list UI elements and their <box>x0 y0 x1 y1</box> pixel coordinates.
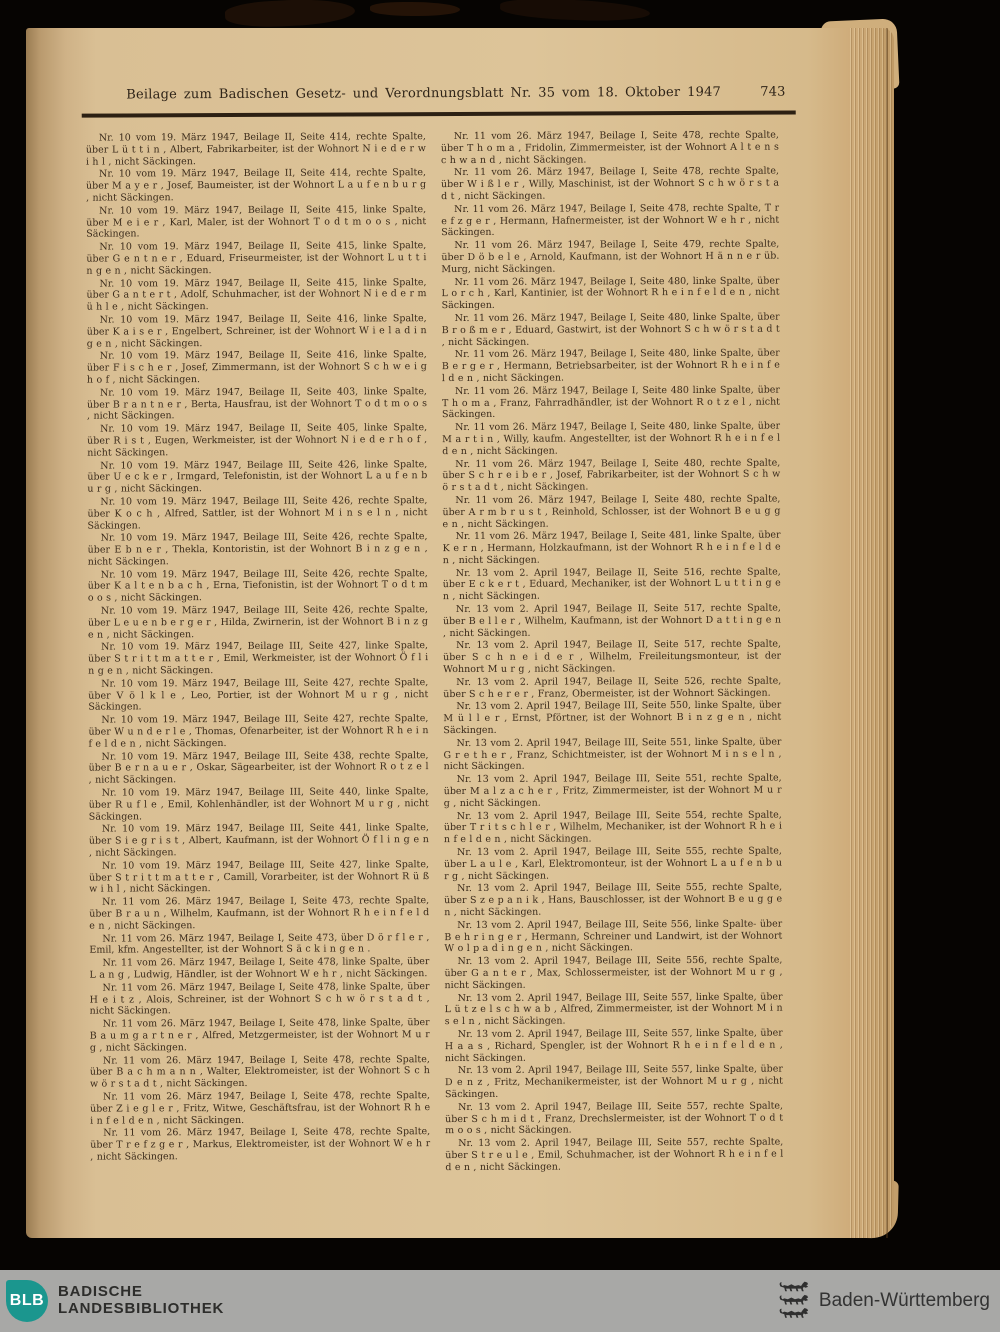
gazette-entry: Nr. 11 vom 26. März 1947, Beilage I, Seite 479, rechte Spalte, über D ö b e l e , Arnold, Kaufmann, ist der Wohnort H ä n n e r üb. Murg, nicht Säckingen. <box>441 238 780 275</box>
gazette-entry: Nr. 10 vom 19. März 1947, Beilage III, Seite 440, linke Spalte, über R u f l e , Emil, Kohlenhändler, ist der Wohnort M u r g , nicht Säckingen. <box>88 786 429 823</box>
gazette-entry: Nr. 11 vom 26. März 1947, Beilage I, Seite 480, rechte Spalte, über A r m b r u s t , Reinhold, Schlosser, ist der Wohnort B e u g g e n , nicht Säckingen. <box>442 493 781 530</box>
gazette-entry: Nr. 13 vom 2. April 1947, Beilage III, Seite 551, linke Spalte, über G r e t h e r , Franz, Schichtmeister, ist der Wohnort M i n s e l n , nicht Säckingen. <box>443 736 782 773</box>
page-content <box>23 26 896 1240</box>
gazette-entry: Nr. 11 vom 26. März 1947, Beilage I, Seite 480 linke Spalte, über T h o m a , Franz, Fahrradhändler, ist der Wohnort R o t z e l , nicht Säckingen. <box>441 384 781 421</box>
library-name <box>58 1283 224 1317</box>
text-column-right <box>441 130 784 1179</box>
three-lions-crest-icon <box>779 1279 809 1323</box>
gazette-entry: Nr. 11 vom 26. März 1947, Beilage I, Seite 478, linke Spalte, über H e i t z , Alois, Schreiner, ist der Wohnort S c h w ö r s t a d t , nicht Säckingen. <box>89 980 430 1017</box>
footer-bar <box>0 1270 1000 1332</box>
gazette-entry: Nr. 10 vom 19. März 1947, Beilage III, Seite 441, linke Spalte, über S i e g r i s t , Albert, Kaufmann, ist der Wohnort Ö f l i n g e n , nicht Säckingen. <box>88 822 429 859</box>
gazette-entry: Nr. 10 vom 19. März 1947, Beilage III, Seite 426, rechte Spalte, über E b n e r , Thekla, Kontoristin, ist der Wohnort B i n z g e n , nicht Säckingen. <box>87 531 428 568</box>
page-title: Beilage zum Badischen Gesetz- und Verordnungsblatt Nr. 35 vom 18. Oktober 1947 <box>126 84 722 103</box>
gazette-entry: Nr. 10 vom 19. März 1947, Beilage II, Seite 416, linke Spalte, über F i s c h e r , Josef, Zimmermann, ist der Wohnort S c h w e i g h o f , nicht Säckingen. <box>86 349 427 386</box>
blb-logo <box>6 1280 48 1322</box>
gazette-entry: Nr. 10 vom 19. März 1947, Beilage III, Seite 426, rechte Spalte, über K a l t e n b a c h , Erna, Tiefonistin, ist der Wohnort T o d t m o o s , nicht Säckingen. <box>87 567 428 604</box>
gazette-entry: Nr. 13 vom 2. April 1947, Beilage III, Seite 555, rechte Spalte, über L a u l e , Karl, Elektromonteur, ist der Wohnort L a u f e n b u r g , nicht Säckingen. <box>443 845 783 882</box>
gazette-entry: Nr. 10 vom 19. März 1947, Beilage II, Seite 414, rechte Spalte, über M a y e r , Josef, Baumeister, ist der Wohnort L a u f e n b u r g , nicht Säckingen. <box>86 167 427 204</box>
gazette-entry: Nr. 10 vom 19. März 1947, Beilage III, Seite 427, linke Spalte, über S t r i t t m a t t e r , Emil, Werkmeister, ist der Wohnort Ö f l i n g e n , nicht Säckingen. <box>88 640 429 677</box>
gazette-entry: Nr. 11 vom 26. März 1947, Beilage I, Seite 480, linke Spalte, über B r o ß m e r , Eduard, Gastwirt, ist der Wohnort S c h w ö r s t a d t , nicht Säckingen. <box>441 311 780 348</box>
gazette-entry: Nr. 13 vom 2. April 1947, Beilage II, Seite 517, rechte Spalte, über S c h n e i d e r , Wilhelm, Freileitungsmonteur, ist der Wohnort M u r g , nicht Säckingen. <box>443 639 782 676</box>
gazette-entry: Nr. 11 vom 26. März 1947, Beilage I, Seite 473, über D ö r f l e r , Emil, kfm. Angestellter, ist der Wohnort S ä c k i n g e n . <box>89 931 430 957</box>
gazette-entry: Nr. 10 vom 19. März 1947, Beilage II, Seite 405, linke Spalte, über R i s t , Eugen, Werkmeister, ist der Wohnort N i e d e r h o f , nicht Säckingen. <box>87 422 428 459</box>
gazette-entry: Nr. 13 vom 2. April 1947, Beilage III, Seite 557, linke Spalte, über L ü t z e l s c h w a b , Alfred, Zimmermeister, ist der Wohnort M i n s e l n , nicht Säckingen. <box>444 991 783 1028</box>
gazette-entry: Nr. 11 vom 26. März 1947, Beilage I, Seite 473, rechte Spalte, über B r a u n , Wilhelm, Kaufmann, ist der Wohnort R h e i n f e l d e n , nicht Säckingen. <box>89 895 430 932</box>
gazette-entry: Nr. 13 vom 2. April 1947, Beilage III, Seite 557, linke Spalte, über H a a s , Richard, Spengler, ist der Wohnort R h e i n f e l d e n , nicht Säckingen. <box>444 1027 783 1064</box>
gazette-entry: Nr. 13 vom 2. April 1947, Beilage III, Seite 550, linke Spalte, über M ü l l e r , Ernst, Pförtner, ist der Wohnort B i n z g e n , nicht Säckingen. <box>443 700 782 737</box>
page-number: 743 <box>760 84 786 100</box>
gazette-entry: Nr. 10 vom 19. März 1947, Beilage II, Seite 403, linke Spalte, über B r a n t n e r , Berta, Hausfrau, ist der Wohnort T o d t m o o s , nicht Säckingen. <box>86 385 428 422</box>
gazette-entry: Nr. 13 vom 2. April 1947, Beilage II, Seite 517, rechte Spalte, über B e l l e r , Wilhelm, Kaufmann, ist der Wohnort D a t t i n g e n , nicht Säckingen. <box>442 602 781 639</box>
state-name: Baden-Württemberg <box>818 1290 990 1311</box>
gazette-entry: Nr. 11 vom 26. März 1947, Beilage I, Seite 478, rechte Spalte, über T r e f z g e r , Markus, Elektromeister, ist der Wohnort W e h r , nicht Säckingen. <box>90 1126 431 1163</box>
book-spine-debris <box>370 2 460 16</box>
gazette-entry: Nr. 10 vom 19. März 1947, Beilage II, Seite 416, linke Spalte, über K a i s e r , Engelbert, Schreiner, ist der Wohnort W i e l a d i n g e n , nicht Säckingen. <box>86 313 427 350</box>
gazette-entry: Nr. 11 vom 26. März 1947, Beilage I, Seite 478, rechte Spalte, über W i ß l e r , Willy, Maschinist, ist der Wohnort S c h w ö r s t a d t , nicht Säckingen. <box>441 165 780 203</box>
gazette-entry: Nr. 13 vom 2. April 1947, Beilage III, Seite 555, rechte Spalte, über S z e p a n i k , Hans, Bauschlosser, ist der Wohnort B e u g g e n , nicht Säckingen. <box>444 882 783 919</box>
gazette-entry: Nr. 10 vom 19. März 1947, Beilage III, Seite 426, rechte Spalte, über K o c h , Alfred, Sattler, ist der Wohnort M i n s e l n , nicht Säckingen. <box>87 495 428 532</box>
gazette-entry: Nr. 13 vom 2. April 1947, Beilage III, Seite 556, rechte Spalte, über G a n t e r , Max, Schlossermeister, ist der Wohnort M u r g , nicht Säckingen. <box>444 954 783 991</box>
gazette-entry: Nr. 10 vom 19. März 1947, Beilage III, Seite 426, rechte Spalte, über L e u e n b e r g e r , Hilda, Zwirnerin, ist der Wohnort B i n z g e n , nicht Säckingen. <box>87 604 428 641</box>
gazette-entry: Nr. 13 vom 2. April 1947, Beilage III, Seite 554, rechte Spalte, über T r i t s c h l e r , Wilhelm, Mechaniker, ist der Wohnort R h e i n f e l d e n , nicht Säckingen. <box>443 809 782 846</box>
gazette-entry: Nr. 11 vom 26. März 1947, Beilage I, Seite 478, rechte Spalte, T r e f z g e r , Hermann, Hafnermeister, ist der Wohnort W e h r , nicht Säckingen. <box>441 202 780 239</box>
gazette-entry: Nr. 11 vom 26. März 1947, Beilage I, Seite 480, linke Spalte, über L o r c h , Karl, Kantinier, ist der Wohnort R h e i n f e l d e n , nicht Säckingen. <box>441 275 780 312</box>
gazette-entry: Nr. 13 vom 2. April 1947, Beilage II, Seite 516, rechte Spalte, über E c k e r t , Eduard, Mechaniker, ist der Wohnort L u t t i n g e n , nicht Säckingen. <box>442 566 781 603</box>
gazette-entry: Nr. 10 vom 19. März 1947, Beilage III, Seite 427, rechte Spalte, über V ö l k l e , Leo, Portier, ist der Wohnort M u r g , nicht Säckingen. <box>88 676 429 714</box>
gazette-entry: Nr. 10 vom 19. März 1947, Beilage III, Seite 427, linke Spalte, über S t r i t t m a t t e r , Camill, Vorarbeiter, ist der Wohnort R ü ß w i h l , nicht Säckingen. <box>89 858 430 896</box>
gazette-entry: Nr. 13 vom 2. April 1947, Beilage III, Seite 557, rechte Spalte, über S t r e u l e , Emil, Schuhmacher, ist der Wohnort R h e i n f e l d e n , nicht Säckingen. <box>445 1136 784 1173</box>
library-name-line2: LANDESBIBLIOTHEK <box>58 1300 225 1317</box>
gazette-entry: Nr. 10 vom 19. März 1947, Beilage III, Seite 427, rechte Spalte, über W u n d e r l e , Thomas, Ofenarbeiter, ist der Wohnort R h e i n f e l d e n , nicht Säckingen. <box>88 713 429 750</box>
scan-page <box>26 28 894 1238</box>
gazette-entry: Nr. 11 vom 26. März 1947, Beilage I, Seite 481, linke Spalte, über K e r n , Hermann, Holzkaufmann, ist der Wohnort R h e i n f e l d e n , nicht Säckingen. <box>442 529 781 566</box>
library-name-line1: BADISCHE <box>58 1283 143 1300</box>
gazette-entry: Nr. 11 vom 26. März 1947, Beilage I, Seite 478, rechte Spalte, über T h o m a , Fridolin, Zimmermeister, ist der Wohnort A l t e n s c h w a n d , nicht Säckingen. <box>440 129 779 166</box>
gazette-entry: Nr. 13 vom 2. April 1947, Beilage III, Seite 556, linke Spalte- über B e h r i n g e r , Hermann, Schreiner und Landwirt, ist der Wohnort W o l p a d i n g e n , nicht Säckingen. <box>444 918 783 955</box>
gazette-entry: Nr. 11 vom 26. März 1947, Beilage I, Seite 478, rechte Spalte, über B a c h m a n n , Walter, Elektromeister, ist der Wohnort S c h w ö r s t a d t , nicht Säckingen. <box>89 1053 430 1090</box>
gazette-entry: Nr. 10 vom 19. März 1947, Beilage II, Seite 414, rechte Spalte, über L ü t t i n , Albert, Fabrikarbeiter, ist der Wohnort N i e d e r w i h l , nicht Säckingen. <box>85 131 426 168</box>
gazette-entry: Nr. 10 vom 19. März 1947, Beilage II, Seite 415, linke Spalte, über G e n t n e r , Eduard, Friseurmeister, ist der Wohnort L u t t i n g e n , nicht Säckingen. <box>86 240 427 277</box>
gazette-entry: Nr. 11 vom 26. März 1947, Beilage I, Seite 478, rechte Spalte, über Z i e g l e r , Fritz, Witwe, Geschäftsfrau, ist der Wohnort R h e i n f e l d e n , nicht Säckingen. <box>90 1090 431 1127</box>
book-spine-debris <box>224 0 355 29</box>
gazette-entry: Nr. 11 vom 26. März 1947, Beilage I, Seite 480, rechte Spalte, über S c h r e i b e r , Josef, Fabrikarbeiter, ist der Wohnort S c h w ö r s t a d t , nicht Säckingen. <box>442 457 781 494</box>
gazette-entry: Nr. 11 vom 26. März 1947, Beilage I, Seite 478, linke Spalte, über B a u m g a r t n e r , Alfred, Metzgermeister, ist der Wohnort M u r g , nicht Säckingen. <box>89 1017 430 1054</box>
gazette-entry: Nr. 13 vom 2. April 1947, Beilage II, Seite 526, rechte Spalte, über S c h e r e r , Franz, Obermeister, ist der Wohnort Säckingen. <box>443 675 782 700</box>
blb-logo-text: BLB <box>9 1292 45 1309</box>
state-logo <box>779 1278 990 1324</box>
gazette-entry: Nr. 10 vom 19. März 1947, Beilage III, Seite 426, linke Spalte, über U e c k e r , Irmgard, Telefonistin, ist der Wohnort L a u f e n b u r g , nicht Säckingen. <box>87 458 428 495</box>
header-rule <box>82 111 796 118</box>
text-column-left <box>86 131 431 1180</box>
gazette-entry: Nr. 10 vom 19. März 1947, Beilage II, Seite 415, linke Spalte, über M e i e r , Karl, Maler, ist der Wohnort T o d t m o o s , nicht Säckingen. <box>86 203 427 241</box>
gazette-entry: Nr. 13 vom 2. April 1947, Beilage III, Seite 557, rechte Spalte, über S c h m i d t , Franz, Drechslermeister, ist der Wohnort T o d t m o o s , nicht Säckingen. <box>445 1100 784 1137</box>
gazette-entry: Nr. 10 vom 19. März 1947, Beilage III, Seite 438, rechte Spalte, über B e r n a u e r , Oskar, Sägearbeiter, ist der Wohnort R o t z e l , nicht Säckingen. <box>88 749 429 786</box>
gazette-entry: Nr. 11 vom 26. März 1947, Beilage I, Seite 480, linke Spalte, über B e r g e r , Hermann, Betriebsarbeiter, ist der Wohnort R h e i n f e l d e n , nicht Säckingen. <box>441 347 780 385</box>
gazette-entry: Nr. 10 vom 19. März 1947, Beilage II, Seite 415, linke Spalte, über G a n t e r t , Adolf, Schuhmacher, ist der Wohnort N i e d e r m ü h l e , nicht Säckingen. <box>86 276 427 313</box>
gazette-entry: Nr. 11 vom 26. März 1947, Beilage I, Seite 478, linke Spalte, über L a n g , Ludwig, Händler, ist der Wohnort W e h r , nicht Säckingen. <box>89 956 430 981</box>
gazette-entry: Nr. 11 vom 26. März 1947, Beilage I, Seite 480, linke Spalte, über M a r t i n , Willy, kaufm. Angestellter, ist der Wohnort R h e i n f e l d e n , nicht Säckingen. <box>442 420 781 457</box>
gazette-entry: Nr. 13 vom 2. April 1947, Beilage III, Seite 551, rechte Spalte, über M a l z a c h e r , Fritz, Zimmermeister, ist der Wohnort M u r g , nicht Säckingen. <box>443 772 782 809</box>
page-header <box>88 85 800 103</box>
book-spine-debris <box>500 0 651 23</box>
gazette-entry: Nr. 13 vom 2. April 1947, Beilage III, Seite 557, linke Spalte, über D e n z , Fritz, Mechanikermeister, ist der Wohnort M u r g , nicht Säckingen. <box>444 1063 783 1101</box>
